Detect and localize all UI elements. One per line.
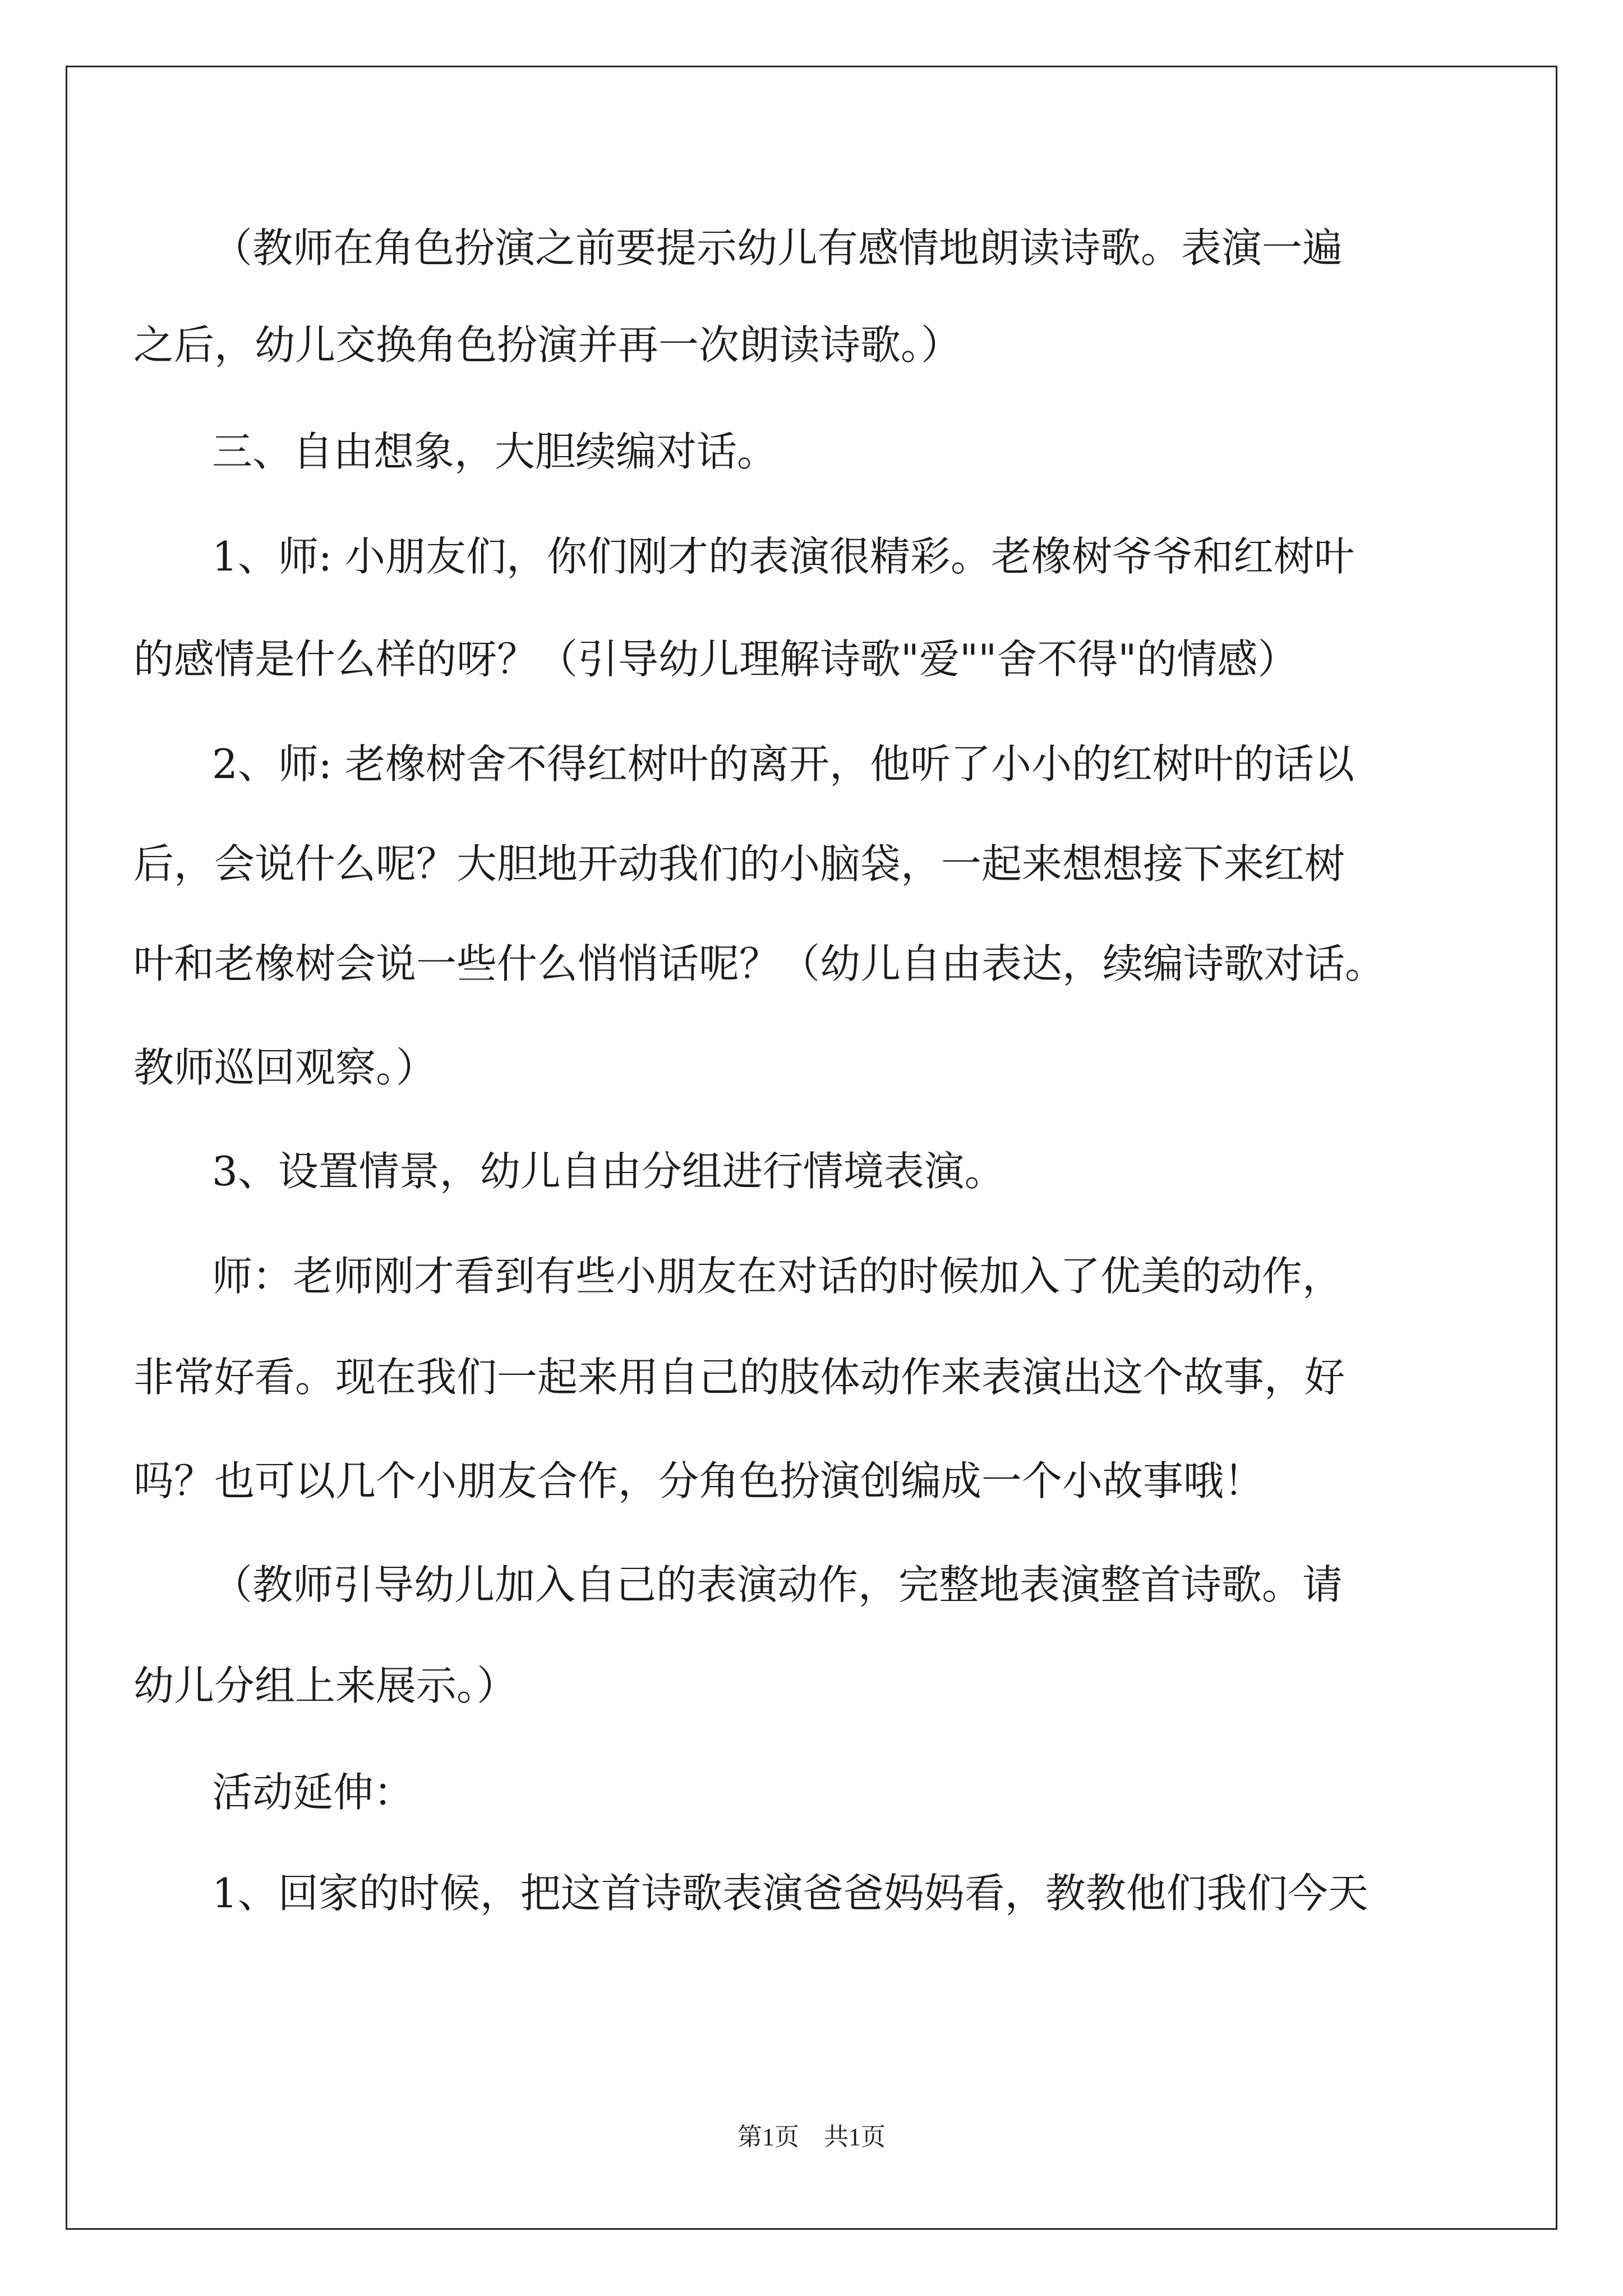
paragraph-line: 的感情是什么样的呀？（引导幼儿理解诗歌"爱""舍不得"的情感） xyxy=(133,636,1298,683)
paragraph-line: 3、设置情景，幼儿自由分组进行情境表演。 xyxy=(212,1148,1005,1195)
paragraph-line: （教师在角色扮演之前要提示幼儿有感情地朗读诗歌。表演一遍 xyxy=(212,224,1343,272)
paragraph-line: 2、师: 老橡树舍不得红树叶的离开，他听了小小的红树叶的话以 xyxy=(212,740,1354,788)
paragraph-line: 幼儿分组上来展示。） xyxy=(133,1662,518,1709)
paragraph-line: 非常好看。现在我们一起来用自己的肢体动作来表演出这个故事，好 xyxy=(133,1354,1345,1401)
paragraph-line: 师：老师刚才看到有些小朋友在对话的时候加入了优美的动作， xyxy=(212,1253,1343,1300)
paragraph-line: 后，会说什么呢？大胆地开动我们的小脑袋，一起来想想接下来红树 xyxy=(133,840,1345,887)
paragraph-line: 吗？也可以几个小朋友合作，分角色扮演创编成一个小故事哦！ xyxy=(133,1457,1265,1504)
section-heading: 三、自由想象，大胆续编对话。 xyxy=(212,428,778,475)
paragraph-line: 之后，幼儿交换角色扮演并再一次朗读诗歌。） xyxy=(133,321,962,369)
paragraph-line: 1、回家的时候，把这首诗歌表演爸爸妈妈看，教教他们我们今天 xyxy=(212,1870,1368,1917)
section-heading: 活动延伸： xyxy=(212,1769,414,1816)
paragraph-line: 教师巡回观察。） xyxy=(133,1044,437,1091)
paragraph-line: （教师引导幼儿加入自己的表演动作，完整地表演整首诗歌。请 xyxy=(212,1561,1343,1608)
page-number-footer: 第1页 共1页 xyxy=(737,2123,886,2151)
paragraph-line: 1、师: 小朋友们，你们刚才的表演很精彩。老橡树爷爷和红树叶 xyxy=(212,533,1354,580)
paragraph-line: 叶和老橡树会说一些什么悄悄话呢？（幼儿自由表达，续编诗歌对话。 xyxy=(133,940,1386,987)
